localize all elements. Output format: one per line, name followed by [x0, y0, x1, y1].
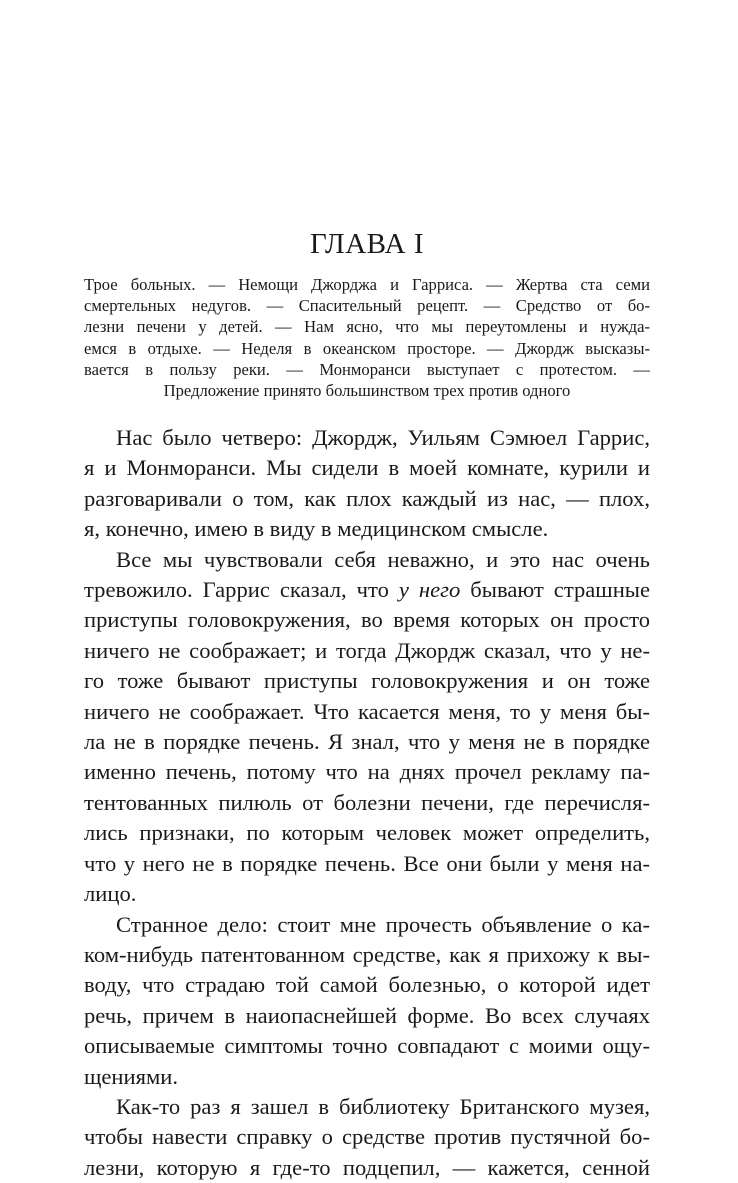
body-line: я и Монморанси. Мы сидели в моей комнате, курили и	[84, 455, 650, 481]
body-line: Все мы чувствовали себя неважно, и это нас очень	[116, 546, 650, 572]
emphasis-text: у него	[398, 577, 461, 603]
body-line: воду, что страдаю той самой болезнью, о которой идет	[84, 972, 650, 998]
body-line: Нас было четверо: Джордж, Уильям Сэмюел Гаррис,	[116, 425, 650, 450]
body-line: лицо.	[84, 881, 137, 907]
body-line: лезни, которую я где-то подцепил, — кажется, сенной	[84, 1154, 650, 1180]
body-line: ла не в порядке печень. Я знал, что у меня не в порядке	[84, 729, 650, 755]
body-line: ничего не соображает. Что касается меня, то у меня бы-	[84, 698, 650, 724]
chapter-title: ГЛАВА I	[309, 228, 425, 260]
body-text-run: тревожило. Гаррис сказал, что	[84, 577, 399, 603]
body-line-with-emphasis	[84, 575, 650, 605]
body-line: го тоже бывают приступы головокружения и он тоже	[84, 668, 650, 694]
body-line: ком-нибудь патентованном средстве, как я прихожу к вы-	[84, 941, 650, 967]
body-line: Странное дело: стоит мне прочесть объявление о ка-	[116, 911, 650, 937]
synopsis-line: емся в отдыхе. — Неделя в океанском просторе. — Джордж высказы-	[84, 338, 650, 358]
synopsis-line: вается в пользу реки. — Монморанси выступает с протестом. —	[84, 359, 650, 379]
synopsis-line: лезни печени у детей. — Нам ясно, что мы переутомлены и нужда-	[84, 317, 650, 337]
body-line: именно печень, потому что на днях прочел рекламу па-	[84, 759, 650, 785]
synopsis-line: Трое больных. — Немощи Джорджа и Гарриса. — Жертва ста семи	[84, 275, 650, 294]
synopsis-line: смертельных недугов. — Спасительный рецепт. — Средство от бо-	[84, 296, 650, 316]
body-text-run: бывают страшные	[460, 577, 651, 603]
body-line: что у него не в порядке печень. Все они были у меня на-	[84, 850, 650, 876]
body-line: щениями.	[84, 1063, 179, 1089]
chapter-body	[84, 423, 650, 1183]
body-line: ничего не соображает; и тогда Джордж сказал, что у не-	[84, 637, 650, 663]
chapter-synopsis	[84, 274, 650, 401]
body-line: я, конечно, имею в виду в медицинском смысле.	[84, 516, 549, 542]
body-line: тентованных пилюль от болезни печени, где перечисля-	[84, 789, 650, 815]
body-line: чтобы навести справку о средстве против пустячной бо-	[84, 1124, 650, 1150]
body-line: Как-то раз я зашел в библиотеку Британского музея,	[116, 1093, 650, 1119]
body-line: описываемые симптомы точно совпадают с моими ощу-	[84, 1033, 650, 1059]
synopsis-line: Предложение принято большинством трех против одного	[163, 381, 571, 401]
body-line: речь, причем в наиопаснейшей форме. Во всех случаях	[84, 1002, 650, 1028]
body-line: приступы головокружения, во время которых он просто	[84, 607, 650, 633]
body-line: лись признаки, по которым человек может определить,	[84, 820, 650, 846]
body-line: разговаривали о том, как плох каждый из нас, — плох,	[84, 485, 650, 511]
